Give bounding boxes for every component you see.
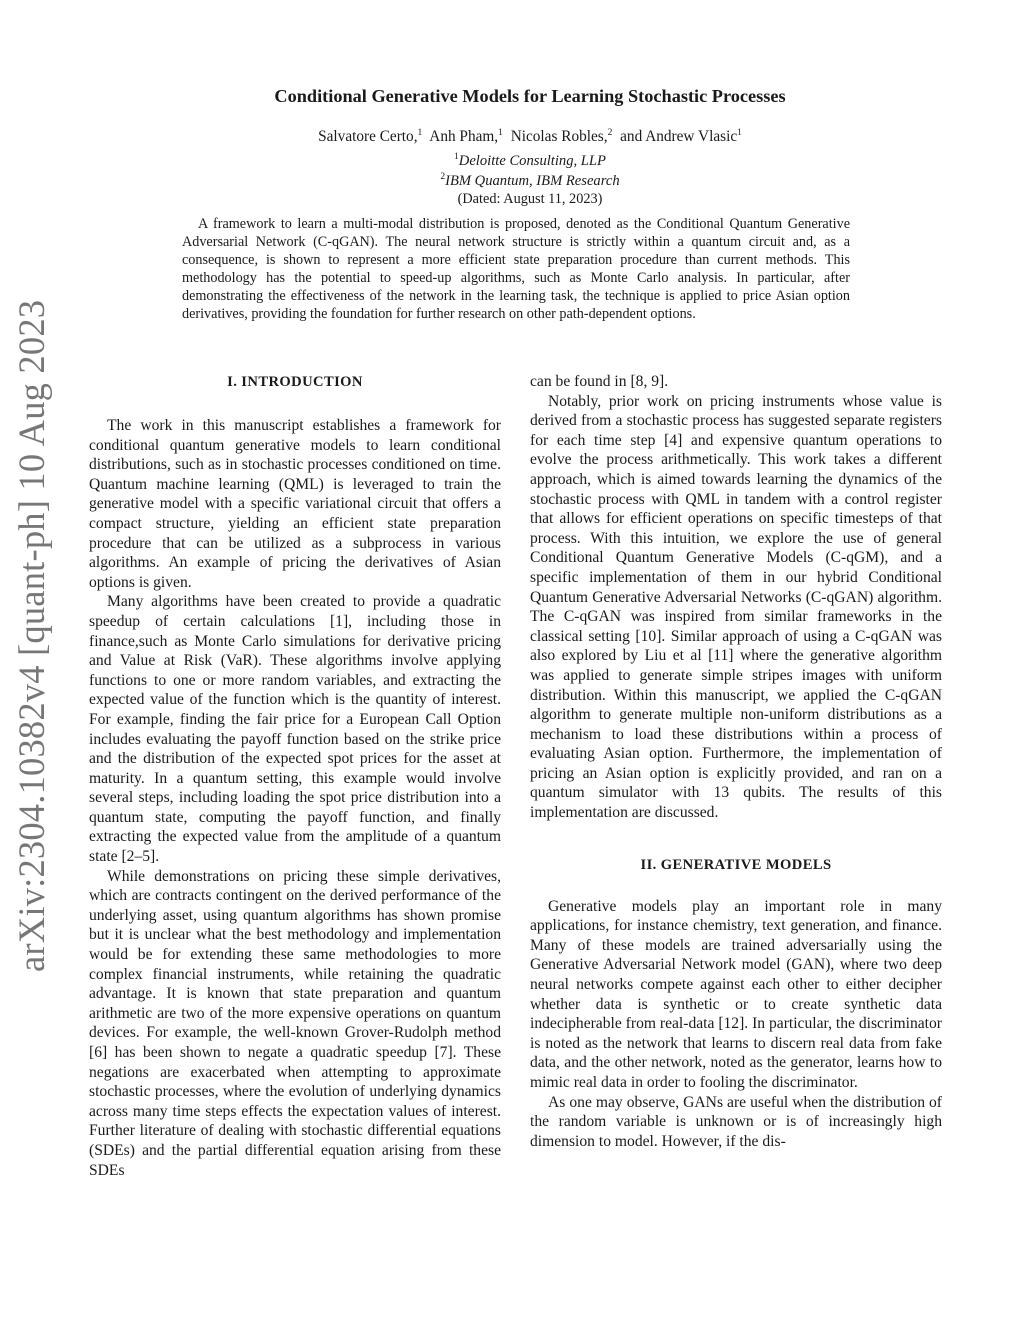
section-heading-introduction: I. INTRODUCTION: [227, 374, 363, 390]
section-heading-generative-models: II. GENERATIVE MODELS: [640, 856, 832, 873]
author-name: Nicolas Robles,$^2$: [510, 128, 613, 145]
body-paragraph: Many algorithms have been created to provide a quadratic speedup of certain calculations [1], including those in finance,such as Monte Carlo simulations for derivative pricing and Value at Risk (VaR). These algorithms involve applying functions to one or more random variables, and extracting the expected value of the function which is the quantity of interest. For example, finding the fair price for a European Call Option includes evaluating the payoff function based on the strike price and the distribution of the expected spot prices for the asset at maturity. In a quantum setting, this example would involve several steps, including loading the spot price distribution into a quantum state, computing the payoff function, and finally extracting the expected value from the amplitude of a quantum state [2–5].: [89, 593, 501, 866]
affiliation-1: $^1$Deloitte Consulting, LLP: [454, 152, 606, 169]
body-paragraph: The work in this manuscript establishes a framework for conditional quantum generative models to learn conditional distributions, such as in stochastic processes conditioned on time. Quantum machine learning (QML) is leveraged to train the generative model with a specific variational circuit that offers a compact structure, yielding an efficient state preparation procedure that can be utilized as a subprocess in various algorithms. An example of pricing the derivatives of Asian options is given.: [89, 417, 501, 591]
abstract: A framework to learn a multi-modal distribution is proposed, denoted as the Conditional Quantum Generative Adversarial Network (C-qGAN). The neural network structure is strictly within a quantum circuit and, as a consequence, is shown to represent a more efficient state preparation procedure than current methods. This methodology has the potential to speed-up algorithms, such as Monte Carlo analysis. In particular, after demonstrating the effectiveness of the network in the learning task, the technique is applied to price Asian option derivatives, providing the foundation for further research on other path-dependent options.: [182, 216, 850, 323]
left-column: [89, 372, 501, 1180]
date-line: (Dated: August 11, 2023): [457, 191, 603, 207]
body-paragraph: Notably, prior work on pricing instruments whose value is derived from a stochastic process has suggested separate registers for each time step [4] and expensive quantum operations to evolve the process arithmetically. This work takes a different approach, which is aimed towards learning the dynamics of the stochastic process with QML in tandem with a control register that allows for efficient operations on specific timesteps of that process. With this intuition, we explore the use of general Conditional Quantum Generative Models (C-qGM), and a specific implementation of them in our hybrid Conditional Quantum Generative Adversarial Networks (C-qGAN) algorithm. The C-qGAN was inspired from similar frameworks in the classical setting [10]. Similar approach of using a C-qGAN was also explored by Liu et al [11] where the generative algorithm was applied to generate simple stripes images with uniform distribution. Within this manuscript, we applied the C-qGAN algorithm to generate multiple non-uniform distributions as a mechanism to load these distributions within a process of evaluating Asian option. Furthermore, the implementation of pricing an Asian option is explicitly provided, and ran on a quantum simulator with 13 qubits. The results of this implementation are discussed.: [530, 392, 942, 822]
body-paragraph: can be found in [8, 9].: [530, 373, 669, 390]
right-column: [530, 372, 942, 1151]
author-list: [150, 127, 910, 147]
arxiv-identifier-stamp: arXiv:2304.10382v4 [quant-ph] 10 Aug 2023: [11, 299, 52, 972]
affiliation-2: $^2$IBM Quantum, IBM Research: [440, 172, 620, 189]
body-paragraph: Generative models play an important role in many applications, for instance chemistry, text generation, and finance. Many of these models are trained adversarially using the Generative Adversarial Network model (GAN), where two deep neural networks compete against each other to either decipher whether data is synthetic or to create synthetic data indecipherable from real-data [12]. In particular, the discriminator is noted as the network that learns to discern real data from fake data, and the other network, noted as the generator, learns how to mimic real data in order to fooling the discriminator.: [530, 897, 942, 1091]
body-paragraph: While demonstrations on pricing these simple derivatives, which are contracts contingent on the derived performance of the underlying asset, using quantum algorithms has shown promise but it is unclear what the best methodology and implementation would be for extending these same methodologies to more complex financial instruments, while retaining the quadratic advantage. It is known that state preparation and quantum arithmetic are two of the more expensive operations on quantum devices. For example, the well-known Grover-Rudolph method [6] has been shown to negate a quadratic speedup [7]. These negations are exacerbated when attempting to approximate stochastic processes, where the evolution of underlying dynamics across many time steps effects the expectation values of interest. Further literature of dealing with stochastic differential equations (SDEs) and the partial differential equation arising from these SDEs: [89, 867, 501, 1179]
author-name: Anh Pham,$^1$: [429, 128, 503, 145]
paper-title: Conditional Generative Models for Learning Stochastic Processes: [274, 86, 786, 106]
body-paragraph: As one may observe, GANs are useful when the distribution of the random variable is unknown or is of increasingly high dimension to model. However, if the dis-: [530, 1093, 942, 1150]
author-name: Salvatore Certo,$^1$: [318, 128, 423, 145]
author-name: and Andrew Vlasic$^1$: [620, 128, 742, 145]
